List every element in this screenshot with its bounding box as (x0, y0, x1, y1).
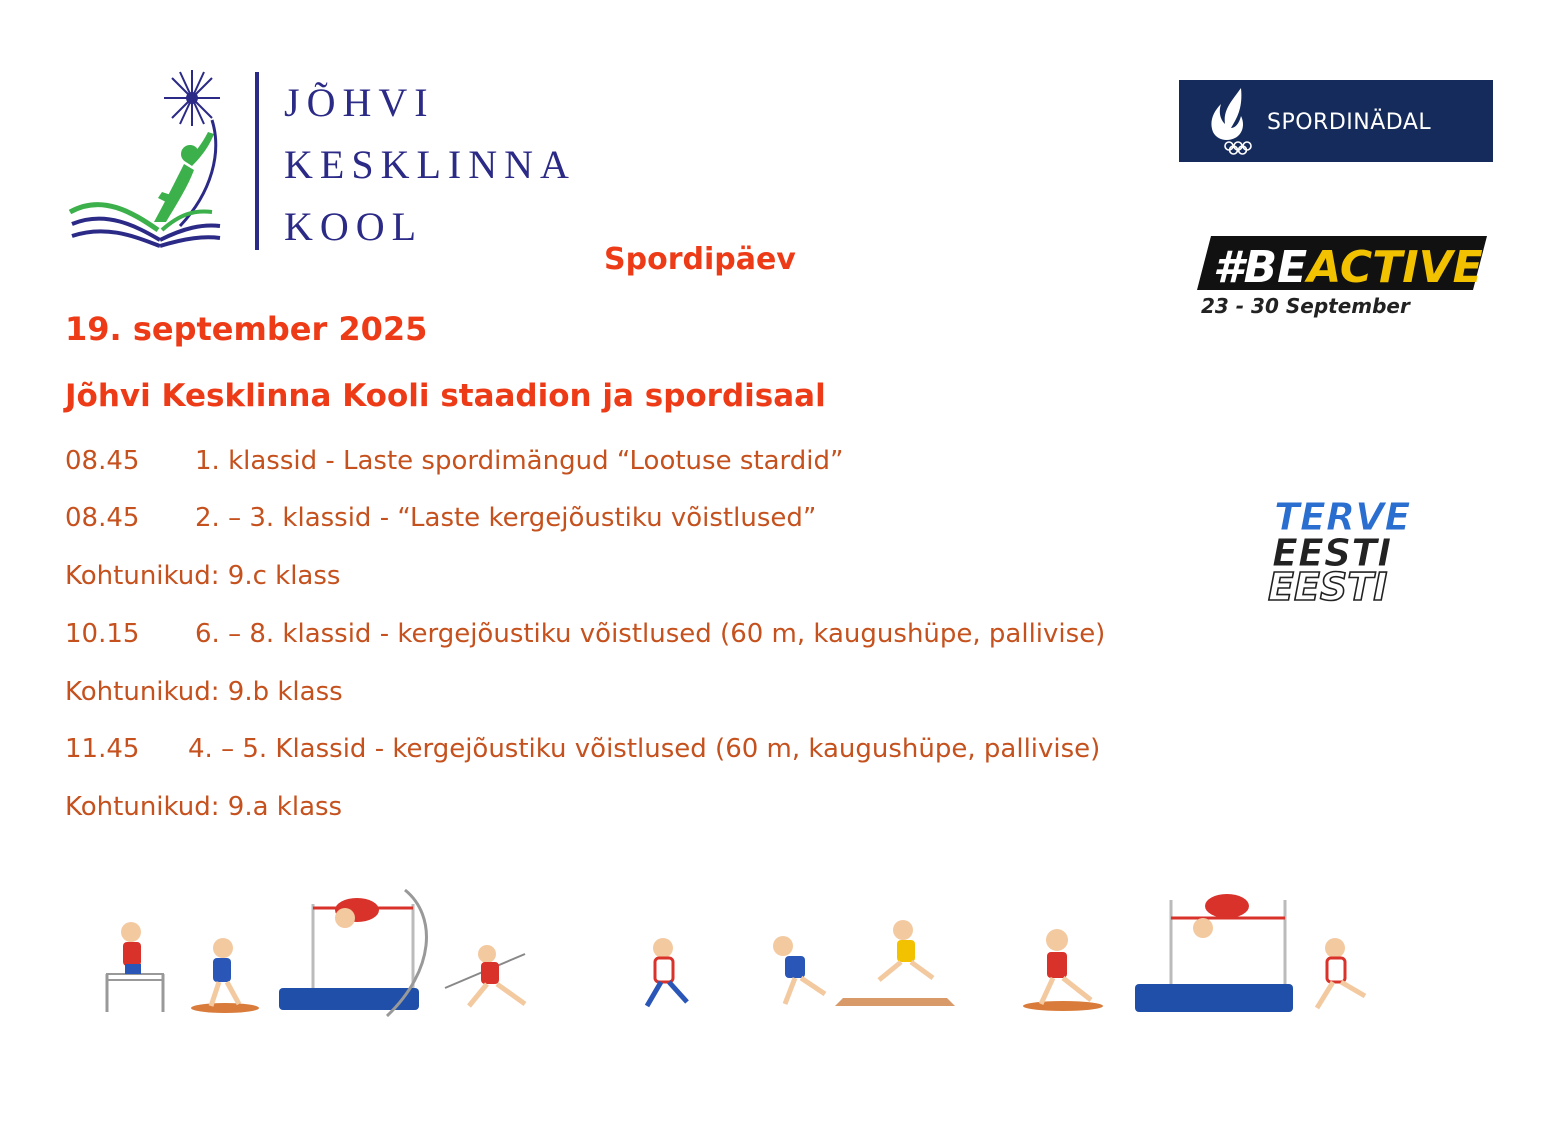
event-venue: Jõhvi Kesklinna Kooli staadion ja spordisaal (65, 378, 826, 414)
schedule-row (65, 446, 843, 476)
beactive-logo (1193, 232, 1493, 322)
event-date: 19. september 2025 (65, 310, 428, 348)
terve-line-1: TERVE (1274, 495, 1411, 539)
javelin-thrower-icon (445, 945, 525, 1006)
schedule-time: 10.15 (65, 619, 140, 649)
flame-icon (1179, 80, 1259, 162)
logo-line-3: KOOL (284, 204, 424, 249)
open-book-icon (70, 205, 220, 246)
schedule-text: 2. – 3. klassid - “Laste kergejõustiku võistlused” (195, 503, 817, 533)
high-jumper-2-icon (1135, 894, 1293, 1012)
spordinadal-logo (1179, 80, 1493, 162)
beactive-word: ACTIVE (1307, 242, 1483, 293)
schedule-row (65, 561, 340, 591)
high-jumper-icon (279, 890, 426, 1016)
spordinadal-label: SPORDINÄDAL (1267, 110, 1432, 135)
terve-line-3: EESTI (1268, 565, 1388, 609)
beactive-hash: #BE (1213, 242, 1308, 293)
star-figure-icon (154, 70, 220, 226)
long-jumper-icon (835, 920, 955, 1006)
svg-text:#BEACTIVE (1213, 242, 1483, 293)
terve-eesti-logo (1262, 490, 1412, 610)
schedule-time: 08.45 (65, 446, 140, 476)
schedule-row (65, 677, 343, 707)
discus-thrower-icon (191, 938, 259, 1013)
schedule-time: 11.45 (65, 734, 140, 764)
olympic-rings-icon (1225, 142, 1251, 154)
runner-2-icon (1317, 938, 1365, 1008)
beactive-dates: 23 - 30 September (1201, 294, 1410, 318)
schedule-text: 6. – 8. klassid - kergejõustiku võistlused (60 m, kaugushüpe, pallivise) (195, 619, 1106, 649)
schedule-row (65, 503, 816, 533)
runner-icon (647, 938, 687, 1006)
schedule-text: Kohtunikud: 9.b klass (65, 677, 343, 707)
schedule-text: 1. klassid - Laste spordimängud “Lootuse stardid” (195, 446, 844, 476)
logo-line-2: KESKLINNA (284, 142, 576, 187)
athletes-illustration (95, 870, 1395, 1030)
schedule-text: Kohtunikud: 9.c klass (65, 561, 341, 591)
schedule-text: Kohtunikud: 9.a klass (65, 792, 343, 822)
hurdler-icon (107, 922, 163, 1012)
shot-putter-icon (1023, 929, 1103, 1011)
sprinter-icon (773, 936, 825, 1004)
schedule-row (65, 734, 1100, 764)
schedule-row (65, 792, 342, 822)
logo-line-1: JÕHVI (284, 80, 435, 125)
athlete-illustration-icon (95, 870, 1395, 1030)
schedule-text: 4. – 5. Klassid - kergejõustiku võistlused (60 m, kaugushüpe, pallivise) (188, 734, 1101, 764)
event-title: Spordipäev (604, 242, 796, 277)
schedule-row (65, 619, 1105, 649)
terve-line-2: EESTI (1272, 531, 1392, 575)
school-logo (62, 62, 607, 272)
schedule-time: 08.45 (65, 503, 140, 533)
